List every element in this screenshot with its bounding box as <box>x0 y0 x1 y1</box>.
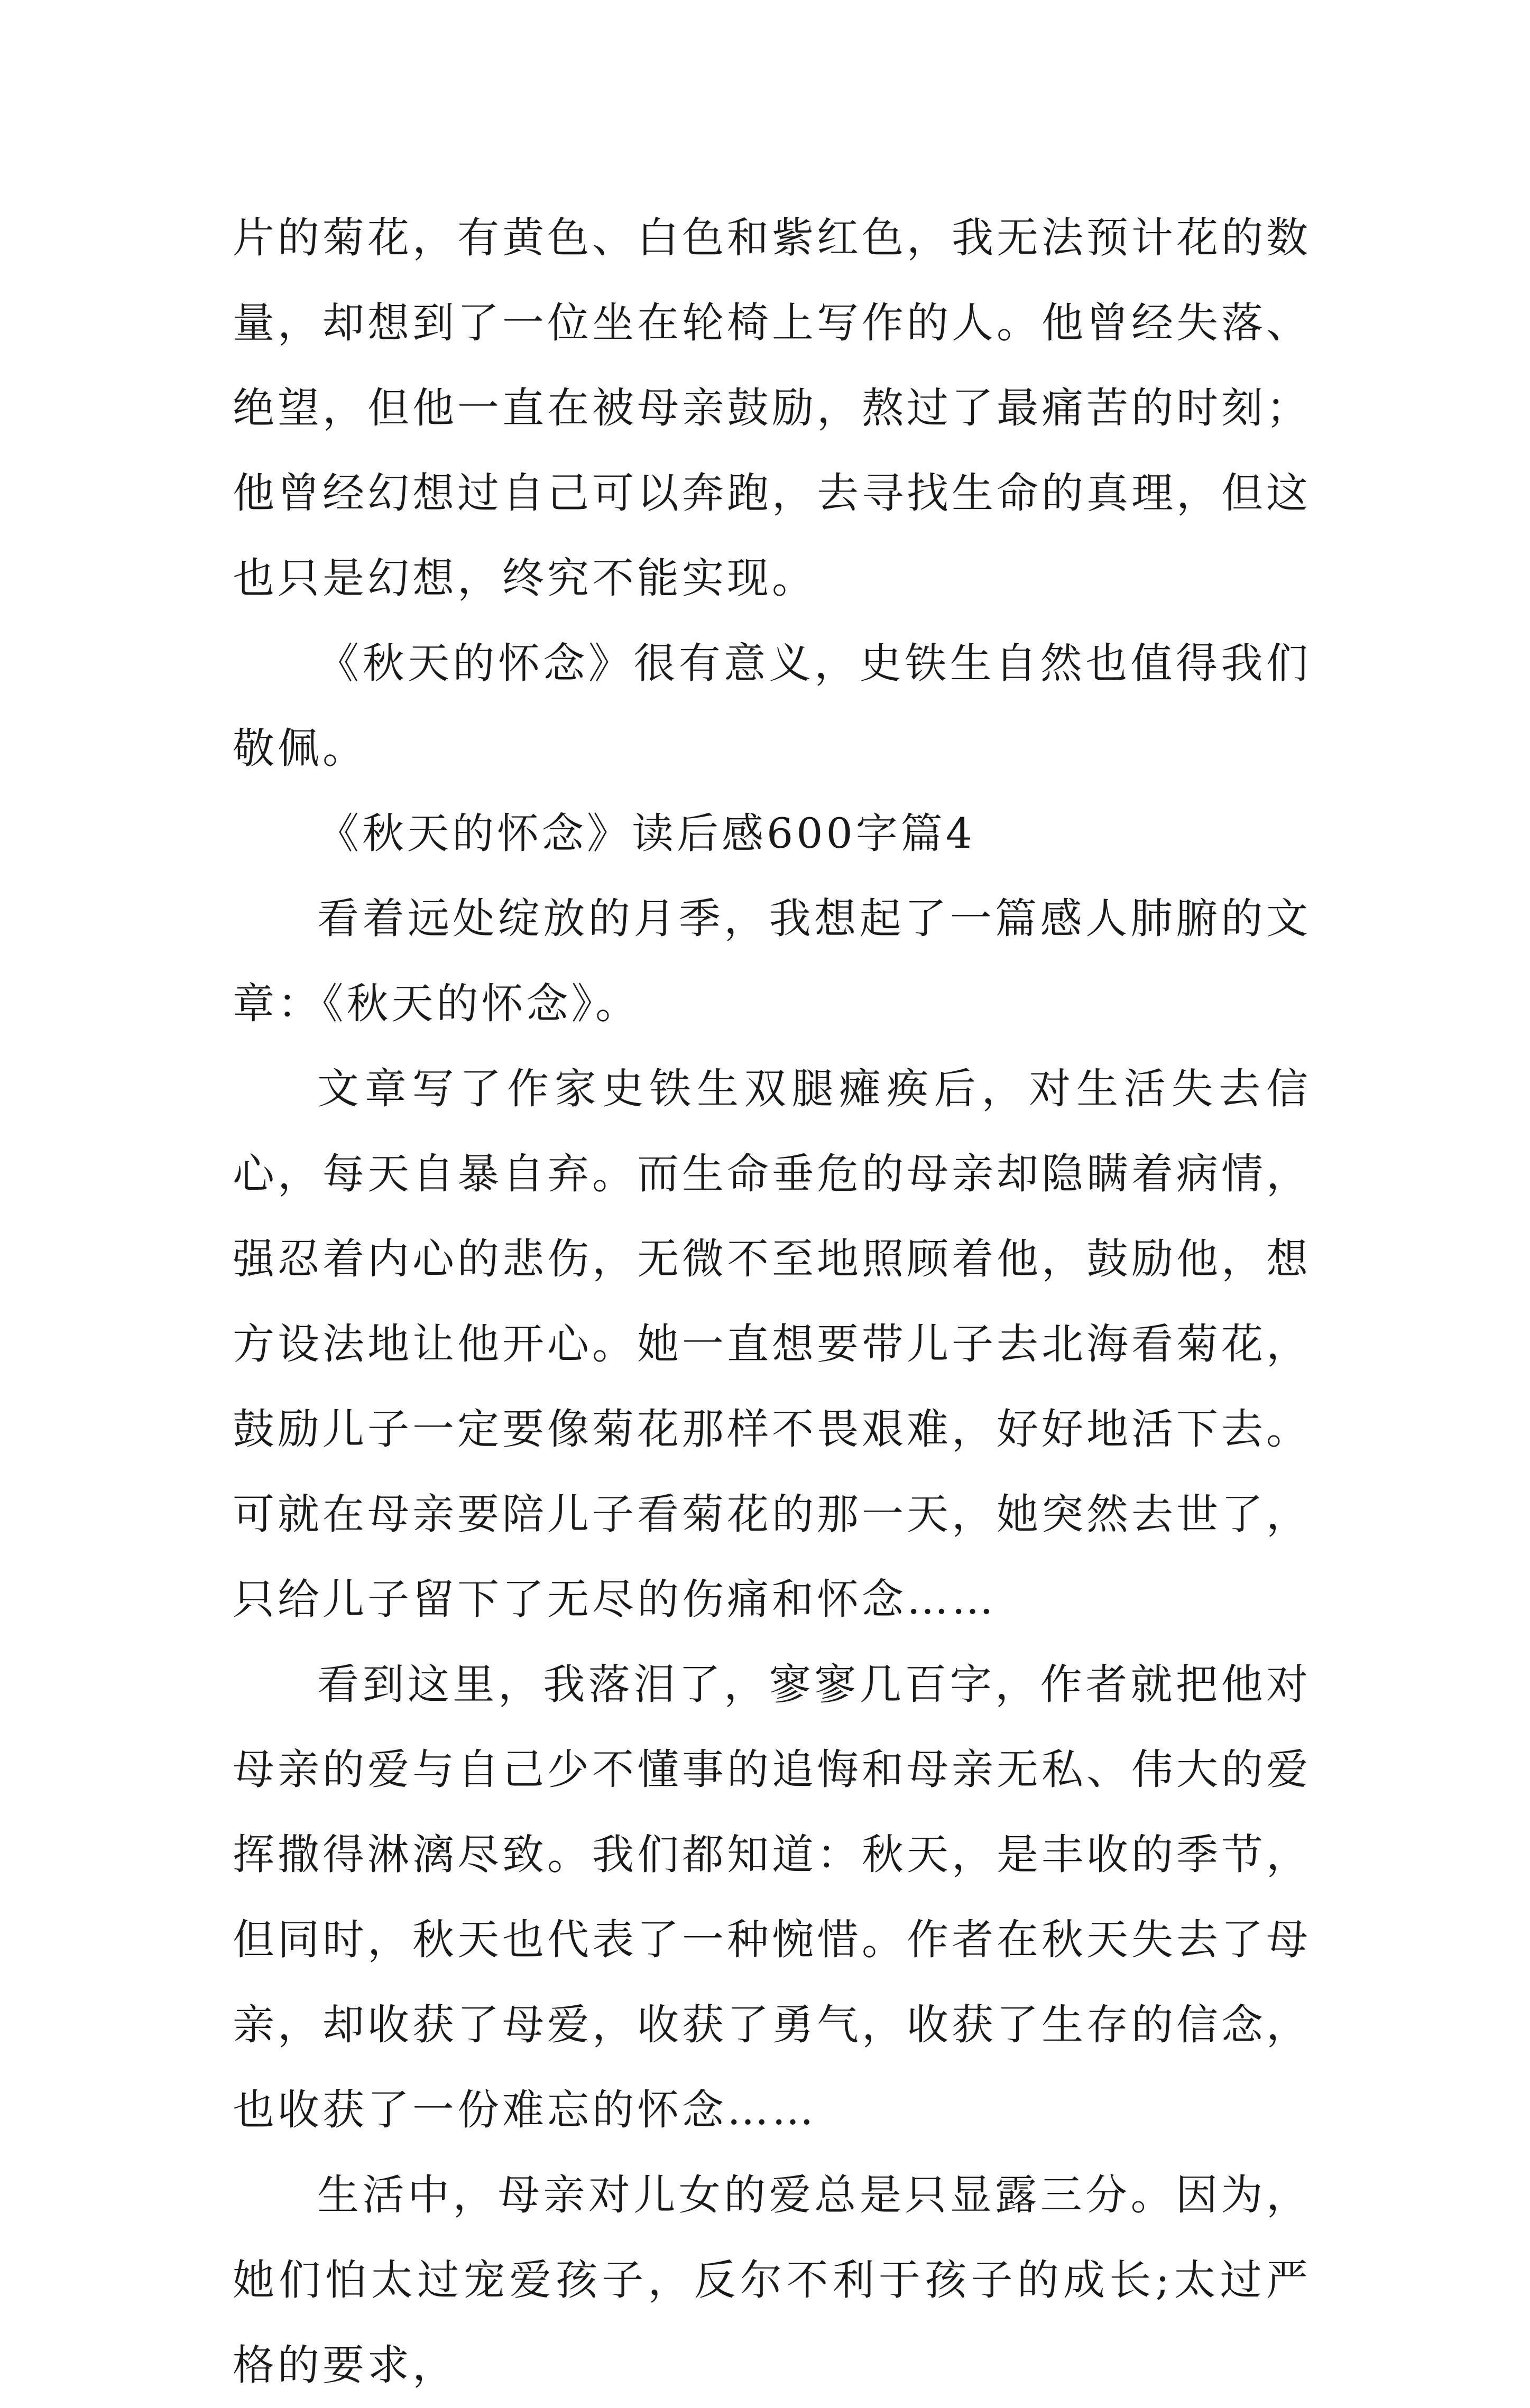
paragraph-respect: 《秋天的怀念》很有意义，史铁生自然也值得我们敬佩。 <box>233 639 1311 773</box>
paragraph-life: 生活中，母亲对儿女的爱总是只显露三分。因为，她们怕太过宠爱孩子，反尔不利于孩子的成长;太过严格的要求， <box>233 2171 1311 2390</box>
paragraph-summary: 文章写了作家史铁生双腿瘫痪后，对生活失去信心，每天自暴自弃。而生命垂危的母亲却隐瞒着病情，强忍着内心的悲伤，无微不至地照顾着他，鼓励他，想方设法地让他开心。她一直想要带儿子去北海看菊花，鼓励儿子一定要像菊花那样不畏艰难，好好地活下去。可就在母亲要陪儿子看菊花的那一天，她突然去世了，只给儿子留下了无尽的伤痛和怀念…… <box>233 1064 1311 1624</box>
paragraph-intro: 看着远处绽放的月季，我想起了一篇感人肺腑的文章：《秋天的怀念》。 <box>233 894 1311 1028</box>
paragraph-reflection: 看到这里，我落泪了，寥寥几百字，作者就把他对母亲的爱与自己少不懂事的追悔和母亲无私、伟大的爱挥撒得淋漓尽致。我们都知道：秋天，是丰收的季节，但同时，秋天也代表了一种惋惜。作者在秋天失去了母亲，却收获了母爱，收获了勇气，收获了生存的信念，也收获了一份难忘的怀念…… <box>233 1660 1311 2134</box>
document-body <box>233 196 1311 2408</box>
paragraph-continuation: 片的菊花，有黄色、白色和紫红色，我无法预计花的数量，却想到了一位坐在轮椅上写作的人。他曾经失落、绝望，但他一直在被母亲鼓励，熬过了最痛苦的时刻；他曾经幻想过自己可以奔跑，去寻找生命的真理，但这也只是幻想，终究不能实现。 <box>233 214 1311 603</box>
section-heading: 《秋天的怀念》读后感600字篇4 <box>317 809 976 858</box>
